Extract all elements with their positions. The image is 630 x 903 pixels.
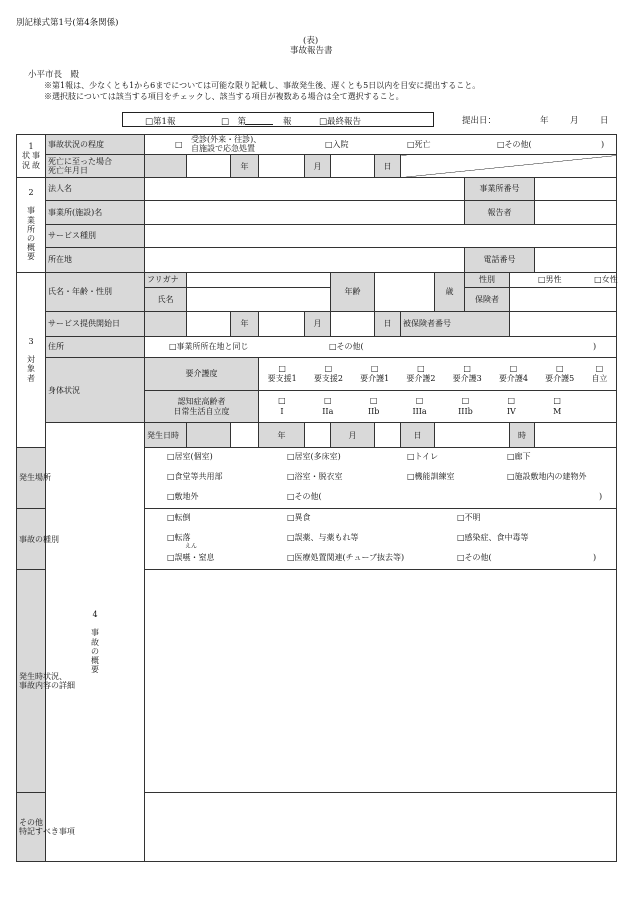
dementia-checkbox[interactable]: □: [369, 396, 378, 406]
death-date-label: 死亡に至った場合 死亡年月日: [46, 155, 145, 177]
care-level-checkbox[interactable]: □: [324, 363, 333, 373]
care-level-checkbox[interactable]: □: [555, 363, 564, 373]
reporter-label: 報告者: [465, 201, 535, 224]
death-year-input[interactable]: [187, 155, 231, 177]
care-level-option[interactable]: [406, 364, 435, 385]
phone-input[interactable]: [535, 248, 617, 272]
dementia-option[interactable]: [351, 396, 397, 417]
place-label: 発生場所: [17, 447, 46, 508]
corp-name-input[interactable]: [145, 177, 465, 200]
service-start-month-input[interactable]: [259, 312, 305, 336]
care-level-label: 要介護度: [145, 358, 259, 391]
form-title: 事故報告書: [290, 46, 333, 56]
submit-month: 月: [570, 116, 579, 126]
care-level-checkbox[interactable]: □: [278, 363, 286, 373]
office-name-input[interactable]: [145, 201, 465, 224]
dementia-checkbox[interactable]: □: [278, 396, 286, 406]
other-notes-label: その他 特記すべき事項: [17, 792, 46, 861]
dementia-checkbox[interactable]: □: [507, 396, 516, 406]
note-selection: ※選択肢については該当する項目をチェックし、該当する項目が複数ある場合は全て選択すること。: [44, 92, 404, 101]
dementia-option[interactable]: [534, 396, 580, 417]
care-level-option-label: 要支援2: [313, 374, 343, 384]
occurred-era-cell: [187, 423, 231, 447]
care-level-option-label: 要支援1: [267, 374, 297, 384]
care-level-option[interactable]: [499, 364, 528, 385]
service-start-year-input[interactable]: [187, 312, 231, 336]
death-era-cell: [145, 155, 187, 177]
service-start-day-unit: 日: [375, 312, 401, 336]
care-level-option-label: 要介護2: [406, 374, 436, 384]
care-level-option[interactable]: [545, 364, 574, 385]
type-medication-checkbox[interactable]: □誤薬、与薬もれ等: [287, 533, 359, 543]
care-level-option-label: 要介護5: [545, 374, 575, 384]
type-options: [145, 509, 617, 570]
report-nth-checkbox[interactable]: □ 第: [221, 117, 247, 127]
care-level-option-label: 要介護1: [360, 374, 390, 384]
care-level-option[interactable]: [360, 364, 389, 385]
place-dining-checkbox[interactable]: □食堂等共用部: [167, 471, 223, 481]
insurer-input[interactable]: [510, 287, 617, 311]
place-other-checkbox[interactable]: □その他(: [287, 491, 322, 501]
name-input[interactable]: [187, 287, 331, 311]
type-other-checkbox[interactable]: □その他(: [457, 553, 492, 563]
name-label: 氏名: [145, 287, 187, 311]
sex-label: 性別: [465, 272, 510, 287]
care-level-option-label: 要介護3: [452, 374, 482, 384]
type-label: 事故の種別: [17, 509, 46, 570]
dementia-checkbox[interactable]: □: [415, 396, 424, 406]
dementia-option[interactable]: [397, 396, 443, 417]
dementia-options: [259, 390, 617, 423]
occurred-hour-unit: 時: [510, 423, 535, 447]
service-type-input[interactable]: [145, 224, 617, 247]
occurred-day-input[interactable]: [375, 423, 401, 447]
type-unknown-checkbox[interactable]: □不明: [457, 513, 481, 523]
form-id: 別記様式第1号(第4条関係): [16, 18, 119, 28]
care-level-checkbox[interactable]: □: [370, 363, 379, 373]
dementia-option[interactable]: [488, 396, 534, 417]
occurred-year-unit: 年: [259, 423, 305, 447]
death-day-input[interactable]: [331, 155, 375, 177]
insured-no-label: 被保険者番号: [401, 312, 510, 336]
report-first-checkbox[interactable]: □第1報: [145, 117, 176, 127]
accident-report-table: [16, 134, 617, 862]
type-other-close: ): [593, 553, 597, 563]
residence-options: [145, 336, 617, 357]
dementia-option-label: I: [280, 406, 284, 416]
care-level-option-label: 要介護4: [498, 374, 528, 384]
occurred-label: 発生日時: [145, 423, 187, 447]
place-toilet-checkbox[interactable]: □トイレ: [407, 451, 439, 461]
occurred-day-unit: 日: [401, 423, 435, 447]
severity-other-close: ): [601, 140, 605, 149]
service-start-month-unit: 月: [305, 312, 331, 336]
occurred-month-input[interactable]: [305, 423, 331, 447]
death-month-unit: 月: [305, 155, 331, 177]
residence-same-checkbox[interactable]: □事業所所在地と同じ: [169, 341, 249, 351]
reporter-input[interactable]: [535, 201, 617, 224]
severity-other-checkbox[interactable]: □その他(: [497, 140, 532, 149]
dementia-option-label: M: [553, 406, 562, 416]
submit-day: 日: [600, 116, 609, 126]
death-day-unit: 日: [375, 155, 401, 177]
death-year-unit: 年: [231, 155, 259, 177]
severity-outpatient-label: 受診(外来・往診)、 自施設で応急処置: [191, 135, 262, 154]
furigana-input[interactable]: [187, 272, 331, 287]
place-other-close: ): [599, 491, 603, 501]
place-training-checkbox[interactable]: □機能訓練室: [407, 471, 455, 481]
dementia-option-label: IIIa: [412, 406, 427, 416]
phone-label: 電話番号: [465, 248, 535, 272]
care-level-option-label: 自立: [591, 374, 608, 384]
physical-label: 身体状況: [46, 358, 145, 423]
severity-hospital-checkbox[interactable]: □入院: [325, 140, 349, 149]
care-level-options: [259, 358, 617, 391]
severity-options: [145, 135, 617, 155]
residence-other-close: ): [593, 341, 597, 351]
severity-outpatient-checkbox[interactable]: □: [175, 140, 183, 149]
type-aspiration-ruby: えん: [185, 543, 198, 551]
care-level-checkbox[interactable]: □: [417, 363, 425, 373]
occurred-year-input[interactable]: [231, 423, 259, 447]
care-level-option[interactable]: [314, 364, 343, 385]
severity-death-checkbox[interactable]: □死亡: [407, 140, 431, 149]
death-month-input[interactable]: [259, 155, 305, 177]
place-offsite-checkbox[interactable]: □敷地外: [167, 491, 199, 501]
residence-other-checkbox[interactable]: □その他(: [329, 341, 364, 351]
age-label: 年齢: [331, 272, 375, 312]
submit-date-label: 提出日：: [462, 116, 497, 126]
section4-label: 4 事 故 の 概 要: [46, 423, 145, 862]
detail-input[interactable]: [145, 570, 617, 792]
corp-name-label: 法人名: [46, 177, 145, 200]
occurred-month-unit: 月: [331, 423, 375, 447]
report-type-box: [122, 112, 434, 127]
age-unit: 歳: [435, 272, 465, 312]
occurred-minute-input[interactable]: [535, 423, 617, 447]
addressee: 小平市長 殿: [28, 70, 80, 80]
name-age-sex-label: 氏名・年齢・性別: [46, 272, 145, 312]
dementia-option-label: IIb: [367, 406, 380, 416]
severity-label: 事故状況の程度: [46, 135, 145, 155]
care-level-checkbox[interactable]: □: [595, 363, 604, 373]
report-nth-suffix: 報: [283, 117, 292, 127]
service-start-era-cell: [145, 312, 187, 336]
type-tumble-checkbox[interactable]: □転落: [167, 533, 191, 543]
service-start-day-input[interactable]: [331, 312, 375, 336]
care-level-checkbox[interactable]: □: [463, 363, 471, 373]
dementia-option-label: IIa: [322, 406, 334, 416]
type-infection-checkbox[interactable]: □感染症、食中毒等: [457, 533, 529, 543]
sex-options: [510, 272, 617, 287]
dementia-option-label: IV: [506, 406, 516, 416]
address-input[interactable]: [145, 248, 465, 272]
sex-male-checkbox[interactable]: □男性: [538, 275, 562, 285]
type-fall-checkbox[interactable]: □転倒: [167, 513, 191, 523]
age-input[interactable]: [375, 272, 435, 312]
dementia-checkbox[interactable]: □: [324, 396, 332, 406]
place-hallway-checkbox[interactable]: □廊下: [507, 451, 531, 461]
dementia-checkbox[interactable]: □: [553, 396, 561, 406]
section2-label: 2 事 業 所 の 概 要: [17, 177, 46, 272]
other-notes-input[interactable]: [145, 792, 617, 861]
type-pica-checkbox[interactable]: □異食: [287, 513, 311, 523]
dementia-option[interactable]: [305, 396, 351, 417]
dementia-checkbox[interactable]: □: [461, 396, 470, 406]
note-first-report: ※第1報は、少なくとも1から6までについては可能な限り記載し、事故発生後、遅くとも5日以内を目安に提出すること。: [44, 81, 481, 90]
address-label: 所在地: [46, 248, 145, 272]
care-level-checkbox[interactable]: □: [509, 363, 518, 373]
dementia-label: 認知症高齢者 日常生活自立度: [145, 390, 259, 423]
type-aspiration-checkbox[interactable]: □誤嚥・窒息: [167, 553, 215, 563]
report-nth-blank[interactable]: [245, 124, 273, 125]
death-na-cell: [401, 155, 617, 177]
place-options: [145, 447, 617, 508]
report-final-checkbox[interactable]: □最終報告: [319, 117, 362, 127]
care-level-option[interactable]: [591, 364, 607, 385]
submit-year: 年: [540, 116, 549, 126]
service-type-label: サービス種別: [46, 224, 145, 247]
section1-label: 1 状 事 況 故: [17, 135, 46, 178]
service-start-year-unit: 年: [231, 312, 259, 336]
dementia-option-label: IIIb: [458, 406, 473, 416]
office-no-input[interactable]: [535, 177, 617, 200]
place-bath-checkbox[interactable]: □浴室・脱衣室: [287, 471, 343, 481]
dementia-option[interactable]: [259, 396, 305, 417]
service-start-label: サービス提供開始日: [46, 312, 145, 336]
place-grounds-checkbox[interactable]: □施設敷地内の建物外: [507, 471, 587, 481]
occurred-hour-input[interactable]: [435, 423, 510, 447]
detail-label: 発生時状況、 事故内容の詳細: [17, 570, 46, 792]
residence-label: 住所: [46, 336, 145, 357]
insurer-label: 保険者: [465, 287, 510, 311]
dementia-option[interactable]: [443, 396, 489, 417]
care-level-option[interactable]: [453, 364, 482, 385]
sex-female-checkbox[interactable]: □女性: [594, 275, 618, 285]
furigana-label: フリガナ: [145, 272, 187, 287]
place-private-room-checkbox[interactable]: □居室(個室): [167, 451, 213, 461]
insured-no-input[interactable]: [510, 312, 617, 336]
office-no-label: 事業所番号: [465, 177, 535, 200]
form-side: (表): [303, 36, 319, 46]
section3-label: 3 対 象 者: [17, 272, 46, 447]
type-medical-checkbox[interactable]: □医療処置関連(チューブ抜去等): [287, 553, 405, 563]
care-level-option[interactable]: [268, 364, 297, 385]
place-shared-room-checkbox[interactable]: □居室(多床室): [287, 451, 341, 461]
office-name-label: 事業所(施設)名: [46, 201, 145, 224]
